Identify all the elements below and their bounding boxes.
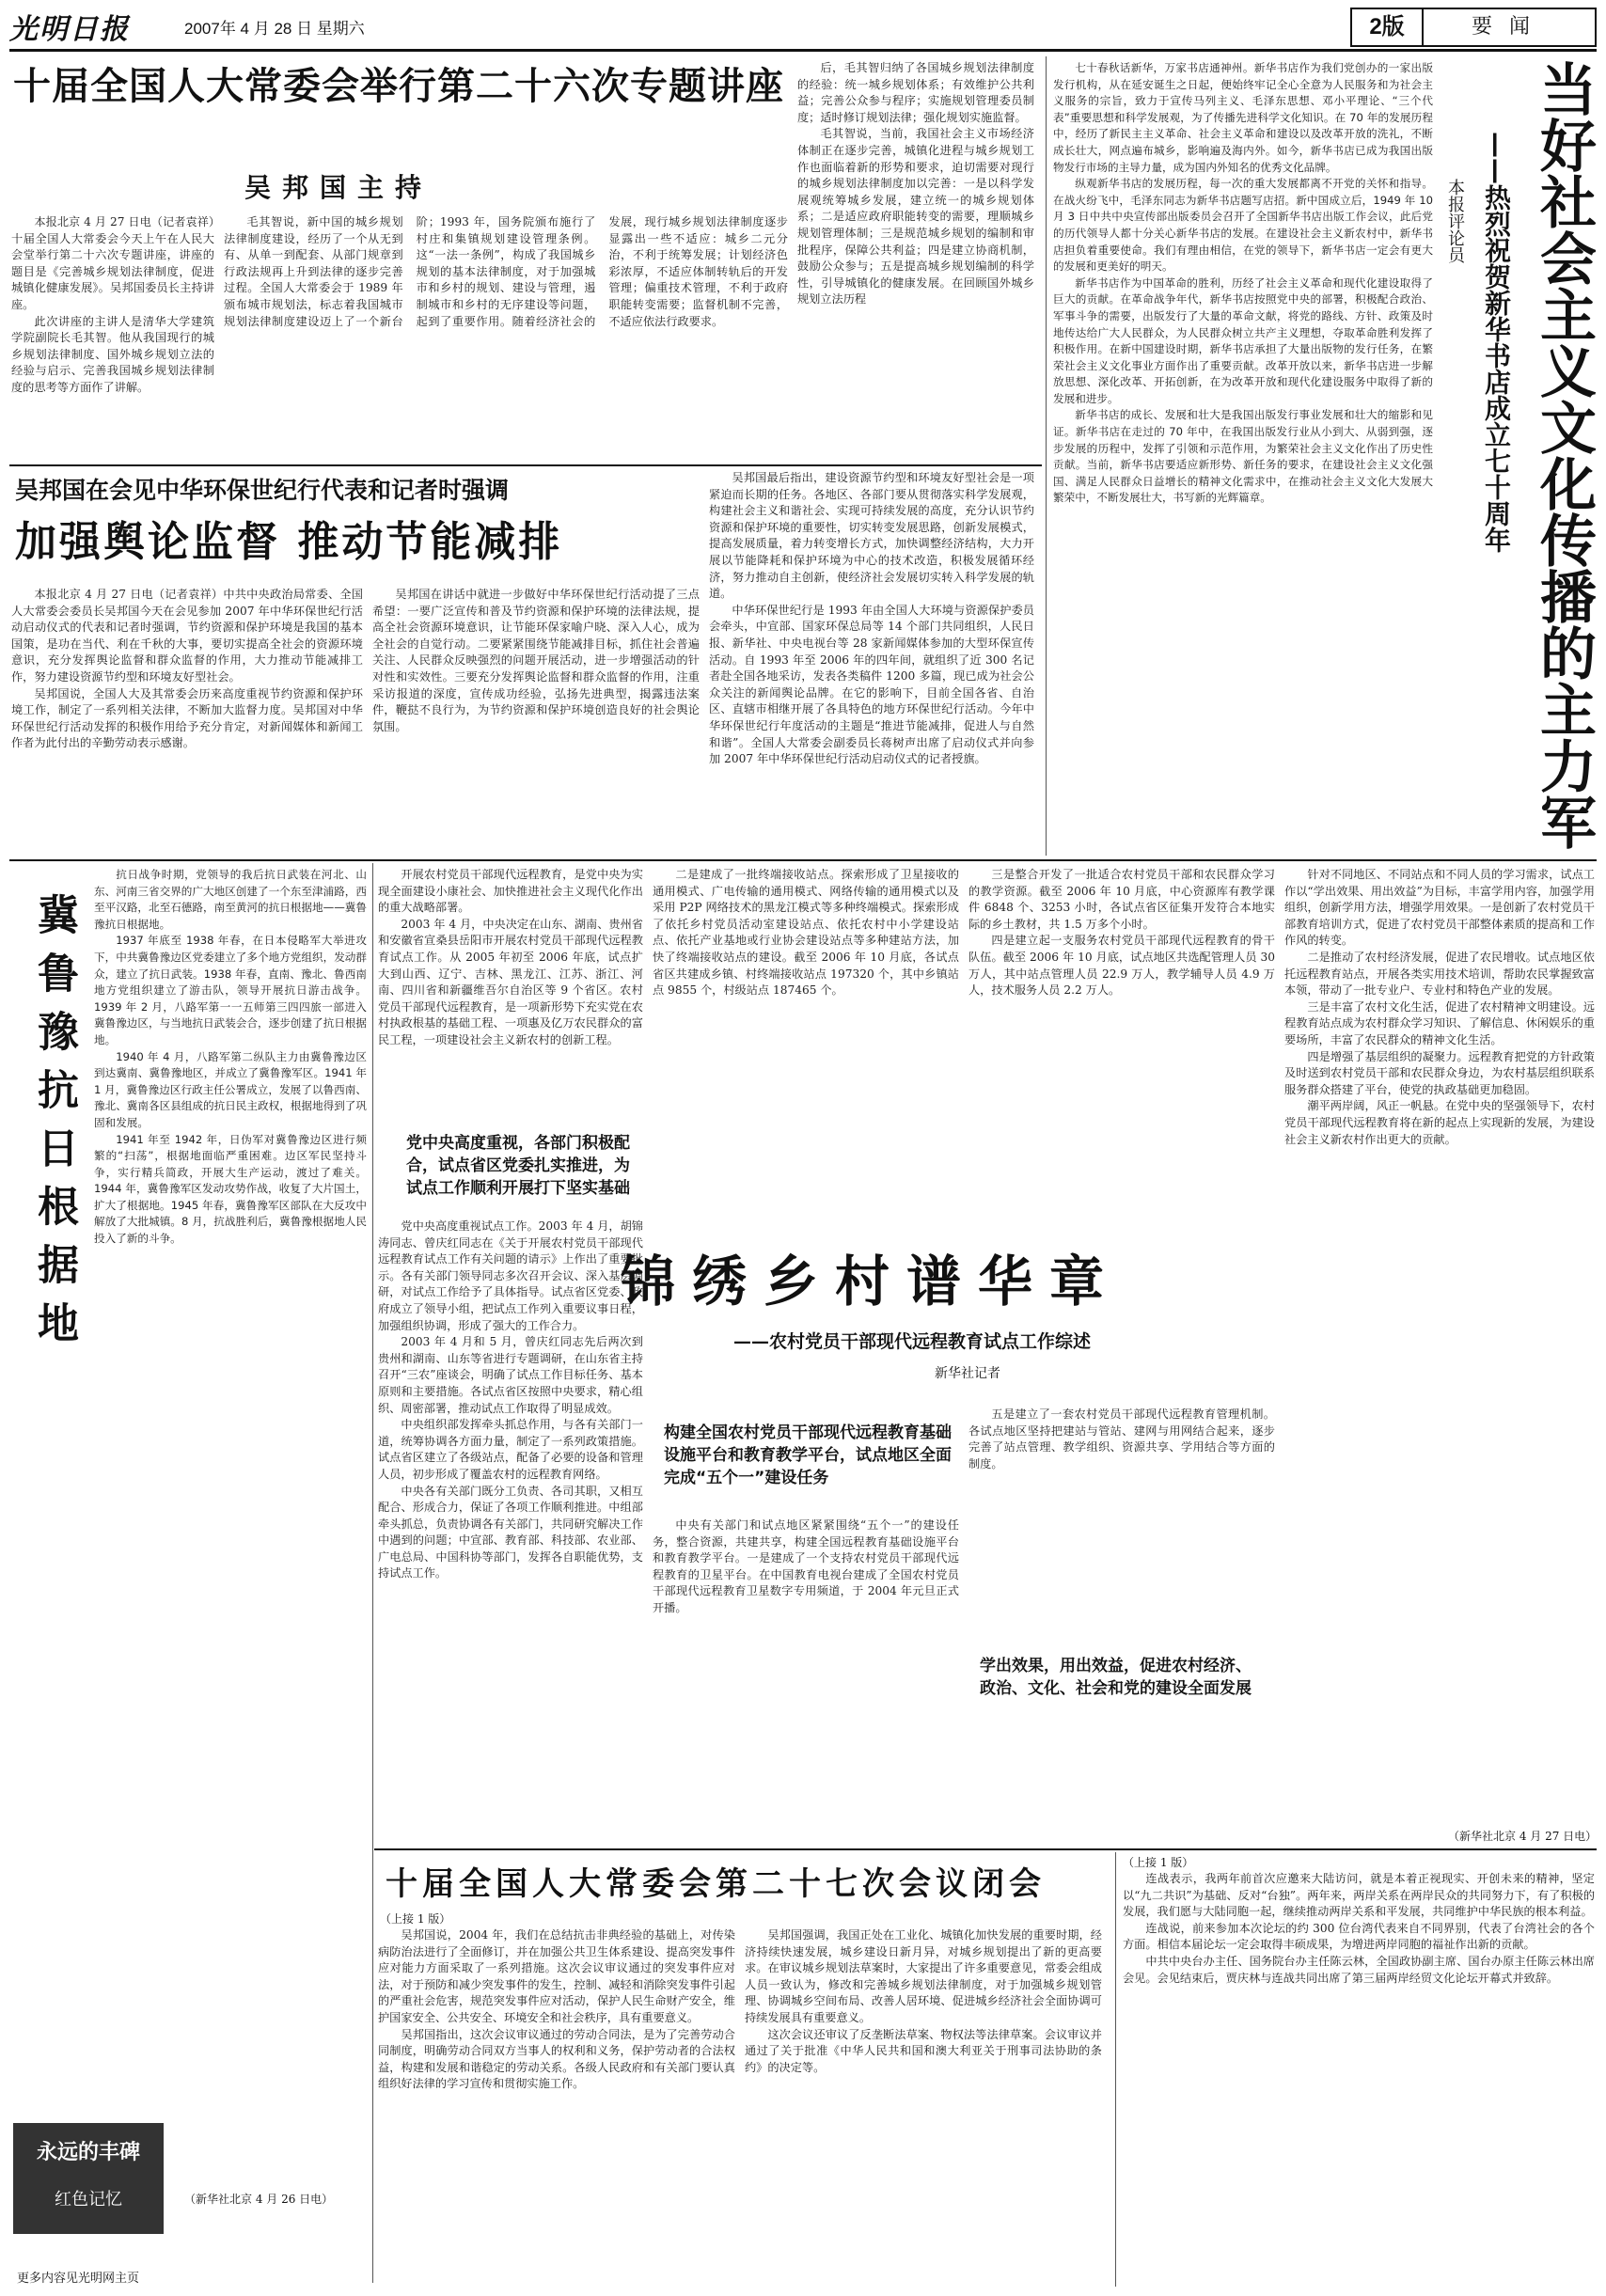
rural-paragraph: 中央各有关部门既分工负责、各司其职，又相互配合、形成合力，保证了各项工作顺利推进。中组部牵头抓总，负责协调各有关部门，共同研究解决工作中遇到的问题；中宣部、教育部、科技部、农业部、广电总局、中国科协等部门，发挥各自职能优势，支持试点工作。 (378, 1484, 643, 1580)
closing-paragraph: 吴邦国说，2004 年，我们在总结抗击非典经验的基础上，对传染病防治法进行了全面修订，并在加强公共卫生体系建设、提高突发事件应对能力方面采取了一系列措施。这次会议审议通过的突发事件应对法，对于预防和减少突发事件的发生，控制、减轻和消除突发事件引起的严重社会危害，规范突发事件应对活动，保护人民生命财产安全，维护国家安全、公共安全、环境安全和社会秩序，具有重要意义。 (378, 1928, 735, 2024)
lecture-col-2 (224, 214, 788, 461)
huabao-col-2 (372, 587, 700, 856)
rural-paragraph: 二是推动了农村经济发展，促进了农民增收。试点地区依托远程教育站点，开展各类实用技术培训，帮助农民掌握致富本领，带动了一批专业户、专业村和特色产业的发展。 (1284, 950, 1595, 998)
commentary-paragraph: 纵观新华书店的发展历程，每一次的重大发展都离不开党的关怀和指导。在战火纷飞中，毛泽东同志为新华书店题写店招。新中国成立后，1949 年 10 月 3 日中共中央宣传部出版委员会召开了全国新华书店出版工作会议，此后党的历代领导人都十分关心新华书店的发展。在建设社会主义新农村中，新华书店担负着重要使命。我们有理由相信，在党的领导下，新华书店一定会有更大的发展和更美好的明天。 (1053, 177, 1433, 274)
huabao-paragraph: 中华环保世纪行是 1993 年由全国人大环境与资源保护委员会牵头，中宣部、国家环保总局等 14 个部门共同组织，人民日报、新华社、中央电视台等 28 家新闻媒体参加的大型环保宣传活动。自 1993 年至 2006 年的四年间，就组织了近 300 名记者赴全国各地采访，发表各类稿件 1200 多篇，现已成为社会公众关注的新闻舆论品牌。在它的影响下，目前全国各省、自治区、直辖市相继开展了各具特色的地方环保世纪行活动。今年中华环保世纪行年度活动的主题是“推进节能减排，促进人与自然和谐”。全国人大常委会副委员长蒋树声出席了启动仪式并向参加 2007 年中华环保世纪行活动启动仪式的记者授旗。 (709, 603, 1034, 766)
lecture-col-3 (797, 60, 1034, 461)
commentary-paragraph: 新华书店的成长、发展和壮大是我国出版发行事业发展和壮大的缩影和见证。新华书店在走过的 70 年中，在我国出版发行业从小到大、从弱到强，逐步发展的历程中，发挥了引领和示范作用，为繁荣社会主义文化作出了历史性贡献。当前，新华书店要适应新形势、新任务的要求，在建设社会主义文化强国、满足人民群众日益增长的精神文化需求中，在推动社会主义文化大发展大繁荣中，不断发展壮大，书写新的光辉篇章。 (1053, 408, 1433, 505)
closing-headline: 十届全国人大常委会第二十七次会议闭会 (386, 1865, 1046, 1903)
lecture-paragraph: 毛其智说，当前，我国社会主义市场经济体制正在逐步完善，城镇化进程与城乡规划工作也面临着新的形势和要求，迫切需要对现行的城乡规划法律制度加以完善：一是以科学发展观统筹城乡发展，建立统一的城乡规划体系；二是适应政府职能转变的需要，理顺城乡规划管理体制；三是规范城乡规划的编制和审批程序，保障公共利益；四是建立协商机制，鼓励公众参与；五是提高城乡规划编制的科学性，引导城镇化的健康发展。在回顾国外城乡规划立法历程 (797, 127, 1034, 307)
huabao-paragraph: 吴邦国在讲话中就进一步做好中华环保世纪行活动提了三点希望：一要广泛宣传和普及节约资源和保护环境的法律法规，提高全社会资源环境意识，让节能环保家喻户晓、深入人心，成为全社会的自觉行动。二要紧紧围绕节能减排目标，抓住社会普遍关注、人民群众反映强烈的问题开展活动，进一步增强活动的针对性和实效性。三要充分发挥舆论监督和群众监督的作用，注重采访报道的深度，宣传成功经验，弘扬先进典型，揭露违法案件，鞭挞不良行为，为节约资源和保护环境创造良好的社会舆论氛围。 (372, 588, 700, 733)
huabao-paragraph: 吴邦国最后指出，建设资源节约型和环境友好型社会是一项紧迫而长期的任务。各地区、各部门要从贯彻落实科学发展观，构建社会主义和谐社会、实现可持续发展的高度，充分认识节约资源和保护环境的重要性，切实转变发展思路，创新发展模式，提高发展质量，着力转变增长方式，加快调整经济结构，大力开展以节能降耗和保护环境为中心的技术改造，积极发展循环经济，努力推动自主创新，使经济社会发展切实转入科学发展的轨道。 (709, 471, 1034, 601)
memorial-subtitle: 红色记忆 (55, 2190, 122, 2210)
closing-paragraph: 吴邦国强调，我国正处在工业化、城镇化加快发展的重要时期，经济持续快速发展，城乡建设日新月异，对城乡规划提出了新的更高要求。在审议城乡规划法草案时，大家提出了许多重要意见，常委会组成人员一致认为，修改和完善城乡规划法律制度，对于加强城乡规划管理、协调城乡空间布局、改善人居环境、促进城乡经济社会全面协调可持续发展具有重要意义。 (745, 1928, 1102, 2024)
huabao-paragraph: 本报北京 4 月 27 日电（记者袁祥）中共中央政治局常委、全国人大常委会委员长吴邦国今天在会见参加 2007 年中华环保世纪行活动启动仪式的代表和记者时强调，节约资源和保护环境是我国的基本国策，是功在当代、利在千秋的大事，要切实提高全社会的资源环境意识，充分发挥舆论监督和群众监督的作用，大力推动节能减排工作，努力建设资源节约型和环境友好型社会。 (11, 588, 363, 684)
rural-paragraph: 二是建成了一批终端接收站点。探索形成了卫星接收的通用模式、广电传输的通用模式、网络传输的通用模式以及采用 P2P 网络技术的黑龙江模式等多种终端模式。探索形成了依托乡村党员活动室建设站点、依托农村中小学建设站点、依托产业基地或行业协会建设站点等多种建站方法，加快了终端接收站点的建设。截至 2006 年 10 月底，各试点省区共建成乡镇、村终端接收站点 197320 个，其中乡镇站点 9855 个，村级站点 187465 个。 (653, 868, 959, 998)
masthead (9, 0, 1597, 52)
huabao-col-1 (11, 587, 363, 856)
rural-col-1 (378, 867, 643, 1119)
memorial-logo (13, 2123, 164, 2234)
rural-col-4 (1284, 867, 1598, 1845)
lecture-headline: 十届全国人大常委会举行第二十六次专题讲座 (13, 65, 784, 108)
closing-paragraph: 连战表示，我两年前首次应邀来大陆访问，就是本着正视现实、开创未来的精神，坚定以“九二共识”为基础、反对“台独”。两年来，两岸关系在两岸民众的共同努力下，有了积极的发展，我们愿与大陆同胞一起，继续推动两岸关系和平发展，共同维护中华民族的根本利益。 (1123, 1872, 1595, 1919)
lecture-paragraph: 后，毛其智归纳了各国城乡规划法律制度的经验：统一城乡规划体系；有效维护公共利益；完善公众参与程序；实施规划管理委员制度；适时修订规划法律；强化规划实施监督。 (797, 61, 1034, 124)
jilu-body (94, 867, 367, 2164)
lecture-col-1 (11, 214, 214, 461)
rural-paragraph: 开展农村党员干部现代远程教育，是党中央为实现全面建设小康社会、加快推进社会主义现代化作出的重大战略部署。 (378, 868, 643, 915)
rural-col-3 (968, 867, 1275, 1222)
memorial-title: 永远的丰碑 (36, 2141, 140, 2164)
jilu-paragraph: 1940 年 4 月，八路军第二纵队主力由冀鲁豫边区到达冀南、冀鲁豫地区，并成立了冀鲁豫军区。1941 年 1 月，冀鲁豫边区行政主任公署成立，发展了以鲁西南、豫北、冀南各区县组成的抗日民主政权，根据地得到了巩固和发展。 (94, 1049, 367, 1129)
commentary-subtitle: ——热烈祝贺新华书店成立七十周年 (1481, 132, 1512, 553)
closing-col-2 (745, 1927, 1102, 2290)
closing-col-1 (378, 1927, 735, 2290)
rural-subhead: 构建全国农村党员干部现代远程教育基础设施平台和教育教学平台，试点地区全面完成“五个一”建设任务 (664, 1423, 952, 1487)
lecture-paragraph: 本报北京 4 月 27 日电（记者袁祥）十届全国人大常委会今天上午在人民大会堂举行第二十六次专题讲座，讲座的题目是《完善城乡规划法律制度，促进城镇化健康发展》。吴邦国委员长主持讲座。 (11, 215, 214, 311)
rural-paragraph: 四是建立起一支服务农村党员干部现代远程教育的骨干队伍。截至 2006 年 10 月底，试点地区共选配管理人员 30 万人，其中站点管理人员 22.9 万人，教学辅导人员 4.9 万人，技术服务人员 2.2 万人。 (968, 934, 1275, 998)
rural-subhead: 党中央高度重视，各部门积极配合，试点省区党委扎实推进，为试点工作顺利开展打下坚实基础 (406, 1134, 630, 1198)
section-name: 要闻 (1471, 15, 1547, 39)
newspaper-logo: 光明日报 (9, 13, 130, 46)
huabao-col-3 (709, 470, 1034, 856)
rural-paragraph: 三是丰富了农村文化生活，促进了农村精神文明建设。远程教育站点成为农村群众学习知识、了解信息、休闲娱乐的重要场所，丰富了农民群众的精神文化生活。 (1284, 999, 1595, 1046)
rural-paragraph: 三是整合开发了一批适合农村党员干部和农民群众学习的教学资源。截至 2006 年 10 月底，中心资源库有教学课件 6848 个、3253 小时，各试点省区征集开发符合本地实际的乡土教材，共 1.5 万多个小时。 (968, 868, 1275, 931)
more-link[interactable]: 更多内容见光明网主页 (17, 2272, 140, 2286)
rural-col-2 (653, 867, 959, 1222)
lecture-paragraph: 毛其智说，新中国的城乡规划法律制度建设，经历了一个从无到有、从单一到配套、从部门规章到行政法规再上升到法律的逐步完善过程。全国人大常委会于 1989 年颁布城市规划法，标志着我国城市规划法律制度建设迈上了一个新台阶；1993 年，国务院颁布施行了村庄和集镇规划建设管理条例。这“一法一条例”，构成了我国城乡规划的基本法律制度，对于加强城市和乡村的规划、建设与管理，遏制城市和乡村的无序建设等问题，起到了重要作用。随着经济社会的发展，现行城乡规划法律制度逐步显露出一些不适应：城乡二元分治，不利于统筹发展；计划经济色彩浓厚，不适应体制转轨后的开发管理；偏重技术管理，不利于政府职能转变需要；监督机制不完善，不适应依法行政要求。 (224, 215, 788, 328)
divider (374, 1848, 1597, 1850)
closing-paragraph: 连战说，前来参加本次论坛的约 300 位台湾代表来自不同界别，代表了台湾社会的各个方面。相信本届论坛一定会取得丰硕成果，为增进两岸同胞的福祉作出新的贡献。 (1123, 1921, 1595, 1952)
jilu-headline: 冀鲁豫抗日根据地 (30, 893, 78, 1360)
lecture-paragraph: 此次讲座的主讲人是清华大学建筑学院副院长毛其智。他从我国现行的城乡规划法律制度、国外城乡规划立法的经验与启示、完善我国城乡规划法律制度的思考等方面作了讲解。 (11, 314, 214, 394)
rural-subhead: 学出效果，用出效益，促进农村经济、政治、文化、社会和党的建设全面发展 (980, 1655, 1262, 1700)
closing-label: （上接 1 版） (1123, 1856, 1194, 1869)
rural-subtitle: ——农村党员干部现代远程教育试点工作综述 (733, 1331, 1092, 1352)
rural-col-6 (968, 1407, 1275, 1841)
rural-source: （新华社北京 4 月 27 日电） (1448, 1830, 1598, 1843)
lecture-subtitle: 吴邦国主持 (244, 172, 433, 203)
huabao-paragraph: 吴邦国说，全国人大及其常委会历来高度重视节约资源和保护环境工作，制定了一系列相关法律，不断加大监督力度。吴邦国对中华环保世纪行活动发挥的积极作用给予充分肯定，对新闻媒体和新闻工作者为此付出的辛勤劳动表示感谢。 (11, 686, 363, 750)
divider (9, 859, 1597, 861)
closing-col-3 (1123, 1871, 1595, 2290)
commentary-headline: 当好社会主义文化传播的主力军 (1531, 60, 1597, 850)
divider (1046, 56, 1047, 856)
rural-byline: 新华社记者 (935, 1366, 1000, 1381)
rural-paragraph: 2003 年 4 月和 5 月，曾庆红同志先后两次到贵州和湖南、山东等省进行专题调研，在山东省主持召开“三农”座谈会，明确了试点工作目标任务、基本原则和主要措施。各试点省区按照中央要求，精心组织、周密部署，推动试点工作取得了明显成效。 (378, 1335, 643, 1415)
commentary-author: 本报评论员 (1445, 179, 1465, 263)
page-number: 2版 (1352, 9, 1424, 45)
huabao-kicker: 吴邦国在会见中华环保世纪行代表和记者时强调 (15, 477, 510, 504)
closing-paragraph: 中共中央台办主任、国务院台办主任陈云林，全国政协副主席、国台办原主任陈云林出席会见。会见结束后，贾庆林与连战共同出席了第三届两岸经贸文化论坛开幕式并致辞。 (1123, 1954, 1595, 1985)
rural-paragraph: 党中央高度重视试点工作。2003 年 4 月，胡锦涛同志、曾庆红同志在《关于开展农村党员干部现代远程教育试点工作有关问题的请示》上作出了重要批示。各有关部门领导同志多次召开会议、深入基层调研，对试点工作给予了具体指导。试点省区党委、政府成立了领导小组，把试点工作列入重要议事日程，加强组织协调，形成了强大的工作合力。 (378, 1219, 643, 1332)
closing-paragraph: 这次会议还审议了反垄断法草案、物权法等法律草案。会议审议并通过了关于批准《中华人民共和国和澳大利亚关于刑事司法协助的条约》的决定等。 (745, 2027, 1102, 2074)
rural-paragraph: 2003 年 4 月，中央决定在山东、湖南、贵州省和安徽省宣桑县岳阳市开展农村党员干部现代远程教育试点工作。从 2005 年初至 2006 年底，试点扩大到山西、辽宁、吉林、黑龙江、江苏、浙江、河南、四川省和新疆维吾尔自治区等 9 个省区。农村党员干部现代远程教育，是一项新形势下充实党在农村执政根基的基础工程、一项惠及亿万农民群众的富民工程，一项建设社会主义新农村的创新工程。 (378, 917, 643, 1046)
closing-label: （上接 1 版） (380, 1912, 451, 1926)
divider (9, 464, 1042, 466)
page-section-box (1350, 8, 1597, 47)
divider (372, 863, 373, 2283)
rural-paragraph: 针对不同地区、不同站点和不同人员的学习需求，试点工作以“学出效果、用出效益”为目标，丰富学用内容，加强学用组织，创新学用方法，增强学用效果。一是创新了农村党员干部教育培训方式，促进了农村党员干部整体素质的提高和工作作风的转变。 (1284, 868, 1595, 948)
rural-col-1b (378, 1219, 643, 1839)
rural-paragraph: 五是建立了一套农村党员干部现代远程教育管理机制。各试点地区坚持把建站与管站、建网与用网结合起来，逐步完善了站点管理、教学组织、资源共享、学用结合等方面的制度。 (968, 1407, 1275, 1470)
rural-col-5 (653, 1518, 959, 1841)
rural-paragraph: 四是增强了基层组织的凝聚力。远程教育把党的方针政策及时送到农村党员干部和农民群众身边，为农村基层组织联系服务群众搭建了平台，使党的执政基础更加稳固。 (1284, 1049, 1595, 1096)
issue-date: 2007年 4 月 28 日 星期六 (184, 20, 365, 38)
jilu-paragraph: 1937 年底至 1938 年春，在日本侵略军大举进攻下，中共冀鲁豫边区党委建立了多个地方党组织，发动群众，建立了抗日武装。1938 年春，直南、豫北、鲁西南地方党组织建立了游击队，领导开展抗日游击战争。1939 年 2 月，八路军第一一五师第三四四旅一部进入冀鲁豫边区，与当地抗日武装会合，逐步创建了抗日根据地。 (94, 934, 367, 1046)
jilu-source: （新华社北京 4 月 26 日电） (184, 2193, 334, 2206)
divider (1115, 1852, 1116, 2287)
jilu-paragraph: 1941 年至 1942 年，日伪军对冀鲁豫边区进行频繁的“扫荡”，根据地面临严重困难。边区军民坚持斗争，实行精兵简政，开展大生产运动，渡过了难关。1944 年，冀鲁豫军区发动攻势作战，收复了大片国土，扩大了根据地。1945 年春，冀鲁豫军区部队在大反攻中解放了大批城镇。8 月，抗战胜利后，冀鲁豫根据地人民投入了新的斗争。 (94, 1132, 367, 1246)
commentary-paragraph: 七十春秋话新华，万家书店通神州。新华书店作为我们党创办的一家出版发行机构，从在延安诞生之日起，便始终牢记全心全意为人民服务和为社会主义服务的宗旨，致力于宣传马列主义、毛泽东思想、邓小平理论、“三个代表”重要思想和科学发展观，为了传播先进科学文化知识。在 70 年的发展历程中，经历了新民主主义革命、社会主义革命和建设以及改革开放的洗礼，不断成长壮大，网点遍布城乡，影响遍及海内外。如今，新华书店已成为我国出版物发行市场的主导力量，成为国内外知名的优秀文化品牌。 (1053, 61, 1433, 174)
rural-paragraph: 中央有关部门和试点地区紧紧围绕“五个一”的建设任务，整合资源，共建共享，构建全国远程教育基础设施平台和教育教学平台。一是建成了一个支持农村党员干部现代远程教育的卫星平台。在中国教育电视台建成了全国农村党员干部现代远程教育卫星数字专用频道，于 2004 年元旦正式开播。 (653, 1518, 959, 1614)
rural-headline: 锦绣乡村谱华章 (621, 1250, 1122, 1313)
jilu-paragraph: 抗日战争时期，党领导的我后抗日武装在河北、山东、河南三省交界的广大地区创建了一个东至津浦路，西至平汉路，北至石德路，南至黄河的抗日根据地——冀鲁豫抗日根据地。 (94, 868, 367, 931)
rural-paragraph: 中央组织部发挥牵头抓总作用，与各有关部门一道，统筹协调各方面力量，制定了一系列政策措施。试点省区建立了各级站点，配备了必要的设备和管理人员，初步形成了覆盖农村的远程教育网络。 (378, 1418, 643, 1481)
rural-paragraph: 潮平两岸阔，风正一帆悬。在党中央的坚强领导下，农村党员干部现代远程教育将在新的起点上实现新的发展，为建设社会主义新农村作出更大的贡献。 (1284, 1099, 1595, 1146)
closing-paragraph: 吴邦国指出，这次会议审议通过的劳动合同法，是为了完善劳动合同制度，明确劳动合同双方当事人的权利和义务，保护劳动者的合法权益，构建和发展和谐稳定的劳动关系。各级人民政府和有关部门要认真组织好法律的学习宣传和贯彻实施工作。 (378, 2027, 735, 2091)
commentary-paragraph: 新华书店作为中国革命的胜利，历经了社会主义革命和现代化建设取得了巨大的贡献。在革命战争年代，新华书店按照党中央的部署，积极配合政治、军事斗争的需要，出版发行了大量的革命文献，将党的路线、方针、政策及时地传达给广大人民群众，为人民群众树立共产主义理想，夺取革命胜利发挥了积极作用。在新中国建设时期，新华书店承担了大量出版物的发行任务，在繁荣社会主义文化事业方面作出了重要贡献。改革开放以来，新华书店进一步解放思想、深化改革、开拓创新，在为改革开放和现代化建设服务中取得了新的发展和进步。 (1053, 275, 1433, 405)
commentary-body (1053, 60, 1433, 852)
huabao-headline: 加强舆论监督 推动节能减排 (15, 518, 563, 566)
